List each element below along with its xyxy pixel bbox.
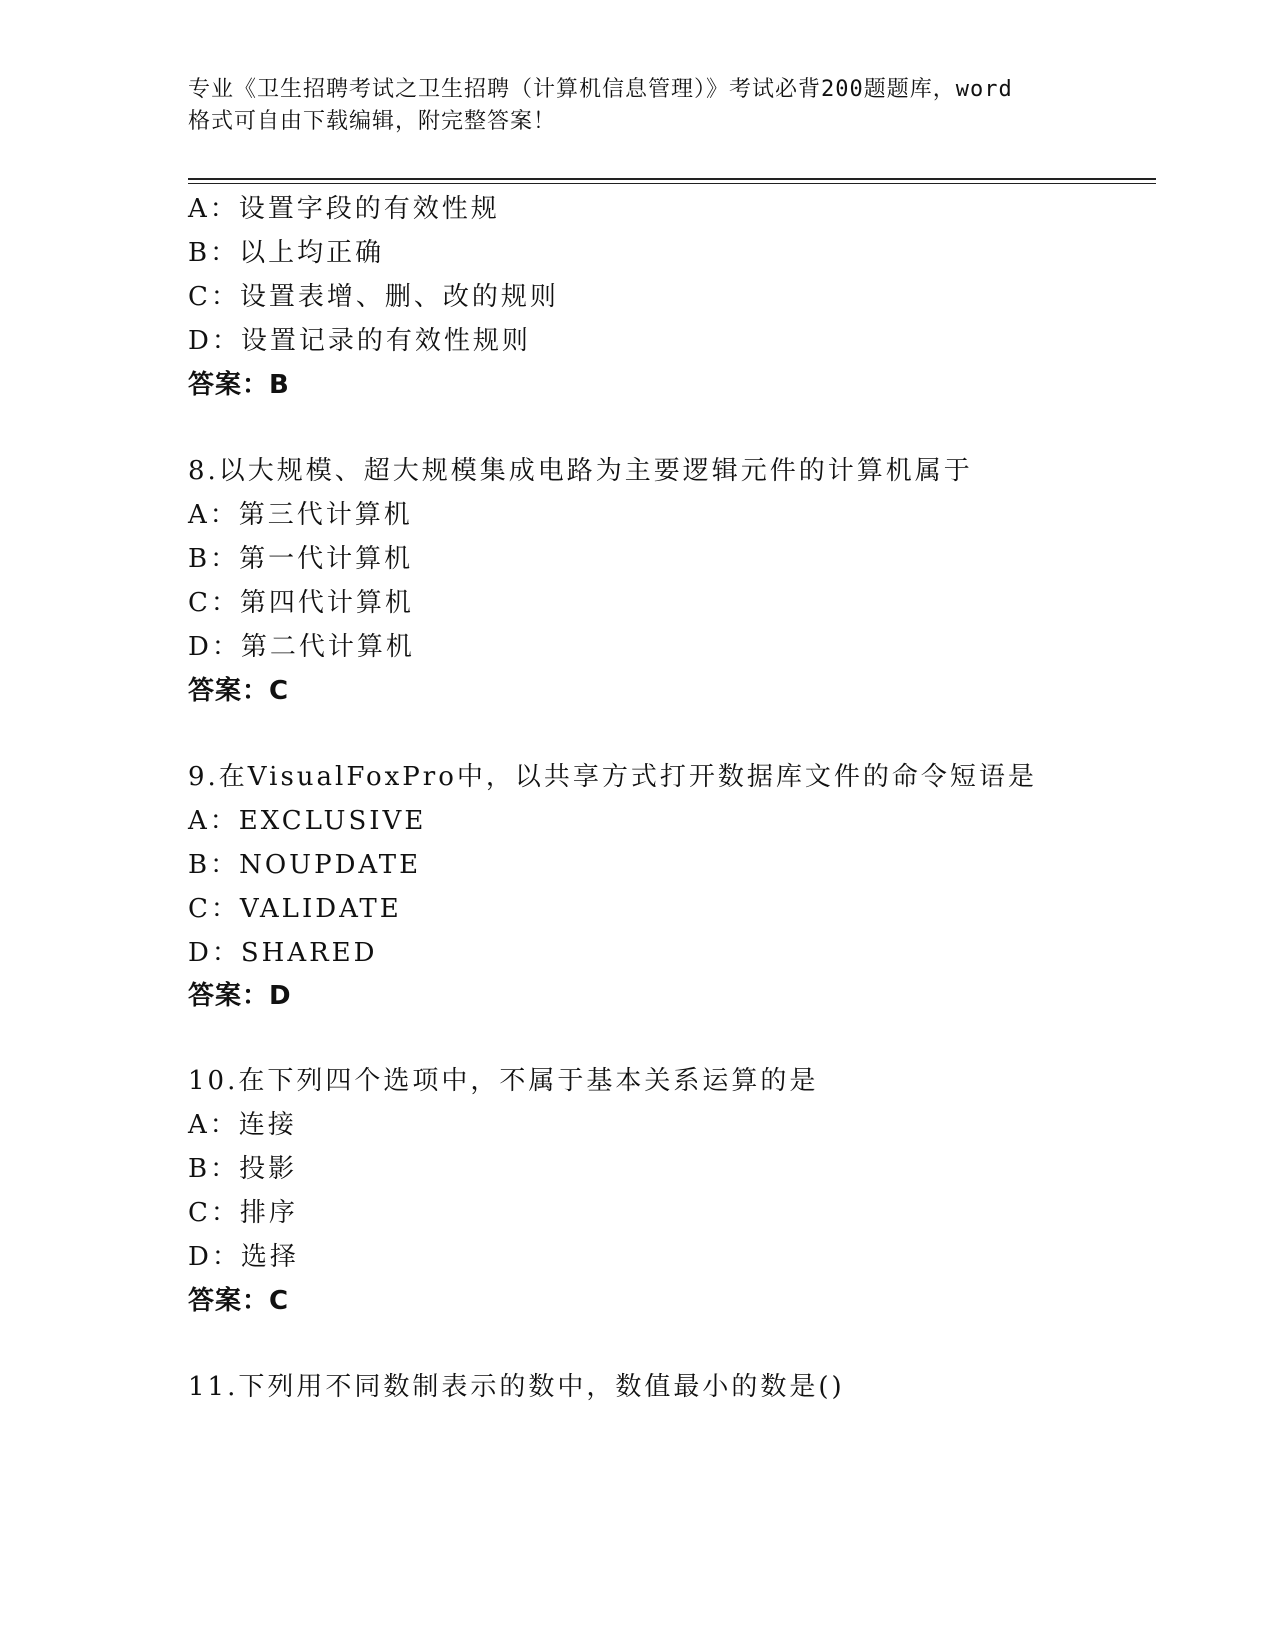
q9-option-b: B：NOUPDATE	[188, 850, 422, 880]
q10-option-a: A：连接	[188, 1110, 297, 1140]
q7-option-d: D：设置记录的有效性规则	[188, 326, 531, 356]
q10-answer: 答案：C	[188, 1286, 290, 1316]
q8-option-c: C：第四代计算机	[188, 588, 414, 618]
q7-option-c: C：设置表增、删、改的规则	[188, 282, 559, 312]
q7-option-a: A：设置字段的有效性规	[188, 194, 500, 224]
q10-question: 10.在下列四个选项中，不属于基本关系运算的是	[188, 1066, 819, 1096]
q7-option-b: B：以上均正确	[188, 238, 385, 268]
header-line-2: 格式可自由下载编辑，附完整答案！	[188, 109, 557, 134]
q9-question: 9.在VisualFoxPro中，以共享方式打开数据库文件的命令短语是	[188, 762, 1037, 792]
q8-option-b: B：第一代计算机	[188, 544, 414, 574]
q10-option-b: B：投影	[188, 1154, 298, 1184]
q9-option-a: A：EXCLUSIVE	[188, 806, 427, 836]
header-divider-thin	[188, 183, 1156, 184]
q8-option-a: A：第三代计算机	[188, 500, 413, 530]
q10-option-c: C：排序	[188, 1198, 298, 1228]
q8-option-d: D：第二代计算机	[188, 632, 415, 662]
document-header	[188, 74, 1088, 138]
q9-answer: 答案：D	[188, 981, 292, 1011]
q9-option-d: D：SHARED	[188, 938, 378, 968]
header-divider-thick	[188, 178, 1156, 180]
q8-question: 8.以大规模、超大规模集成电路为主要逻辑元件的计算机属于	[188, 456, 973, 486]
q7-answer: 答案：B	[188, 370, 290, 400]
q11-question: 11.下列用不同数制表示的数中，数值最小的数是()	[188, 1372, 845, 1402]
q10-option-d: D：选择	[188, 1242, 299, 1272]
q9-option-c: C：VALIDATE	[188, 894, 402, 924]
q8-answer: 答案：C	[188, 676, 290, 706]
header-line-1: 专业《卫生招聘考试之卫生招聘（计算机信息管理）》考试必背200题题库，word	[188, 77, 1013, 102]
